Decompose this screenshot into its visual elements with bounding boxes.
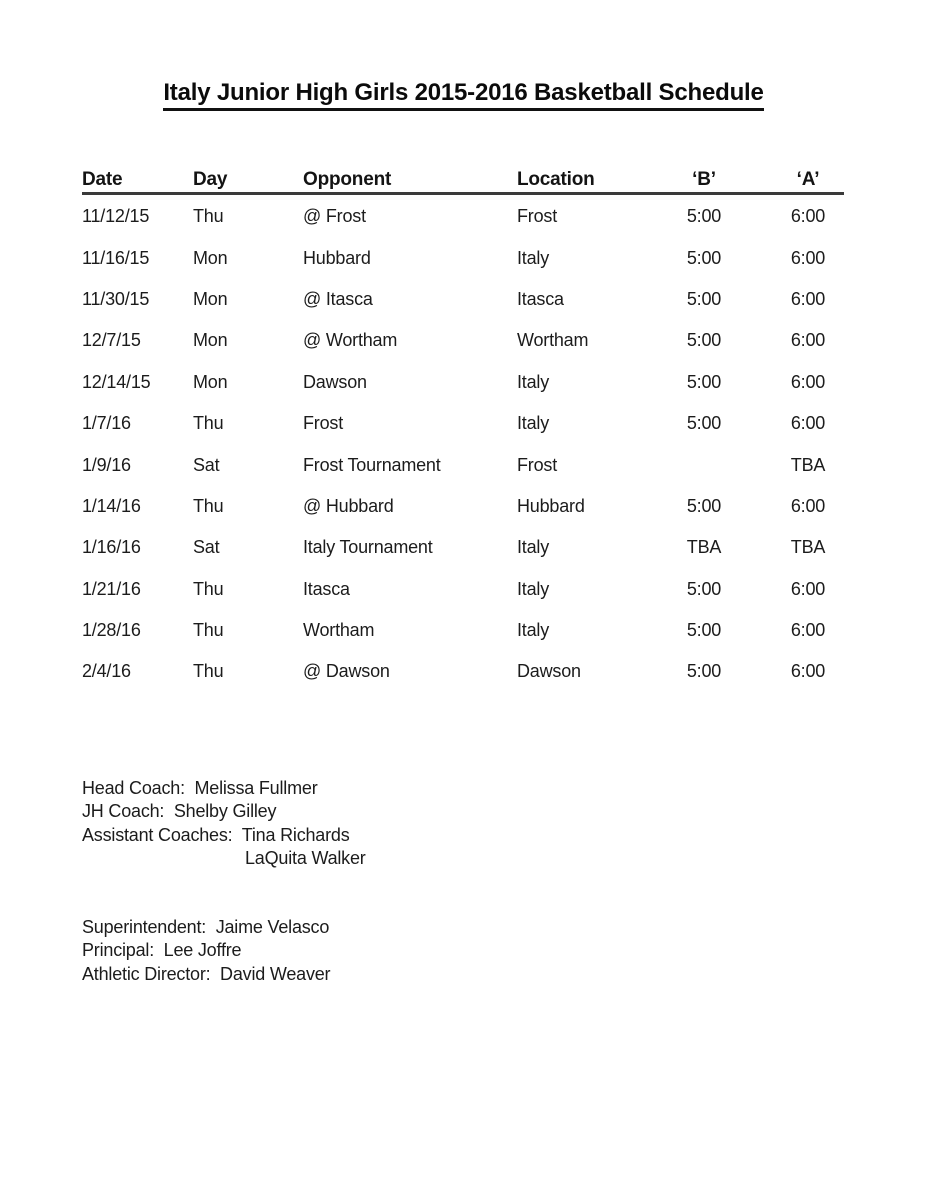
cell-a_game: 6:00 bbox=[790, 620, 826, 641]
cell-day: Thu bbox=[193, 413, 224, 434]
cell-a_game: TBA bbox=[790, 454, 826, 475]
cell-date: 11/12/15 bbox=[82, 206, 150, 227]
cell-opponent: Dawson bbox=[303, 371, 367, 392]
cell-location: Frost bbox=[517, 454, 558, 475]
table-row bbox=[82, 237, 844, 278]
table-row bbox=[82, 444, 844, 485]
cell-date: 12/14/15 bbox=[82, 371, 151, 392]
cell-location: Dawson bbox=[517, 661, 581, 682]
cell-b_game: 5:00 bbox=[686, 330, 722, 351]
cell-date: 11/30/15 bbox=[82, 288, 150, 309]
admin-line: Athletic Director: David Weaver bbox=[82, 963, 331, 984]
cell-a_game: 6:00 bbox=[790, 330, 826, 351]
cell-day: Mon bbox=[193, 247, 228, 268]
table-row bbox=[82, 486, 844, 527]
cell-a_game: 6:00 bbox=[790, 413, 826, 434]
cell-location: Italy bbox=[517, 620, 550, 641]
cell-b_game: 5:00 bbox=[686, 495, 722, 516]
cell-day: Thu bbox=[193, 206, 224, 227]
cell-date: 12/7/15 bbox=[82, 330, 141, 351]
cell-b_game: 5:00 bbox=[686, 206, 722, 227]
cell-opponent: @ Dawson bbox=[303, 661, 390, 682]
cell-day: Thu bbox=[193, 620, 224, 641]
table-row bbox=[82, 196, 844, 237]
coach-line: LaQuita Walker bbox=[245, 848, 366, 869]
cell-day: Thu bbox=[193, 495, 224, 516]
cell-location: Italy bbox=[517, 413, 550, 434]
cell-location: Italy bbox=[517, 247, 550, 268]
cell-location: Hubbard bbox=[517, 495, 585, 516]
cell-date: 11/16/15 bbox=[82, 247, 150, 268]
cell-opponent: Itasca bbox=[303, 578, 350, 599]
table-row bbox=[82, 279, 844, 320]
cell-location: Itasca bbox=[517, 288, 564, 309]
cell-a_game: 6:00 bbox=[790, 288, 826, 309]
cell-opponent: @ Frost bbox=[303, 206, 366, 227]
cell-location: Italy bbox=[517, 578, 550, 599]
cell-b_game: TBA bbox=[686, 537, 722, 558]
column-header-b_game: ‘B’ bbox=[692, 169, 716, 190]
cell-opponent: Wortham bbox=[303, 620, 375, 641]
schedule-table bbox=[82, 196, 844, 693]
cell-opponent: Italy Tournament bbox=[303, 537, 433, 558]
cell-a_game: 6:00 bbox=[790, 247, 826, 268]
coach-line: Head Coach: Melissa Fullmer bbox=[82, 778, 318, 798]
cell-a_game: TBA bbox=[790, 537, 826, 558]
cell-b_game: 5:00 bbox=[686, 247, 722, 268]
cell-day: Thu bbox=[193, 661, 224, 682]
cell-a_game: 6:00 bbox=[790, 661, 826, 682]
cell-day: Mon bbox=[193, 371, 228, 392]
cell-a_game: 6:00 bbox=[790, 206, 826, 227]
column-header-a_game: ‘A’ bbox=[796, 169, 820, 190]
cell-opponent: @ Itasca bbox=[303, 288, 373, 309]
table-row bbox=[82, 610, 844, 651]
cell-day: Mon bbox=[193, 330, 228, 351]
cell-opponent: @ Wortham bbox=[303, 330, 398, 351]
cell-opponent: Frost bbox=[303, 413, 344, 434]
table-row bbox=[82, 569, 844, 610]
cell-date: 1/9/16 bbox=[82, 454, 131, 475]
cell-date: 1/28/16 bbox=[82, 620, 141, 641]
coach-line: JH Coach: Shelby Gilley bbox=[82, 801, 277, 822]
cell-b_game: 5:00 bbox=[686, 288, 722, 309]
cell-b_game: 5:00 bbox=[686, 413, 722, 434]
cell-a_game: 6:00 bbox=[790, 371, 826, 392]
cell-a_game: 6:00 bbox=[790, 578, 826, 599]
cell-location: Frost bbox=[517, 206, 558, 227]
column-header-opponent: Opponent bbox=[303, 169, 392, 190]
cell-b_game: 5:00 bbox=[686, 371, 722, 392]
cell-opponent: Frost Tournament bbox=[303, 454, 441, 475]
coaches-block bbox=[82, 777, 366, 871]
table-row bbox=[82, 651, 844, 692]
cell-day: Sat bbox=[193, 454, 220, 475]
schedule-header-row bbox=[82, 170, 844, 195]
table-row bbox=[82, 320, 844, 361]
cell-location: Italy bbox=[517, 371, 550, 392]
cell-a_game: 6:00 bbox=[790, 495, 826, 516]
table-row bbox=[82, 403, 844, 444]
coach-line: Assistant Coaches: Tina Richards bbox=[82, 824, 350, 845]
cell-date: 2/4/16 bbox=[82, 661, 131, 682]
cell-location: Italy bbox=[517, 537, 550, 558]
cell-b_game: 5:00 bbox=[686, 578, 722, 599]
table-row bbox=[82, 362, 844, 403]
cell-opponent: @ Hubbard bbox=[303, 495, 394, 516]
title-row bbox=[0, 80, 927, 111]
cell-date: 1/21/16 bbox=[82, 578, 141, 599]
page-title: Italy Junior High Girls 2015-2016 Basketball Schedule bbox=[163, 80, 763, 111]
cell-day: Sat bbox=[193, 537, 220, 558]
admin-line: Principal: Lee Joffre bbox=[82, 940, 242, 961]
cell-date: 1/7/16 bbox=[82, 413, 131, 434]
cell-b_game: 5:00 bbox=[686, 661, 722, 682]
column-header-day: Day bbox=[193, 169, 228, 190]
cell-b_game: 5:00 bbox=[686, 620, 722, 641]
column-header-date: Date bbox=[82, 169, 123, 190]
admin-line: Superintendent: Jaime Velasco bbox=[82, 917, 330, 937]
cell-opponent: Hubbard bbox=[303, 247, 371, 268]
cell-day: Mon bbox=[193, 288, 228, 309]
column-header-location: Location bbox=[517, 169, 595, 190]
cell-date: 1/14/16 bbox=[82, 495, 141, 516]
cell-location: Wortham bbox=[517, 330, 589, 351]
administration-block bbox=[82, 916, 330, 986]
table-row bbox=[82, 527, 844, 568]
cell-date: 1/16/16 bbox=[82, 537, 141, 558]
cell-day: Thu bbox=[193, 578, 224, 599]
